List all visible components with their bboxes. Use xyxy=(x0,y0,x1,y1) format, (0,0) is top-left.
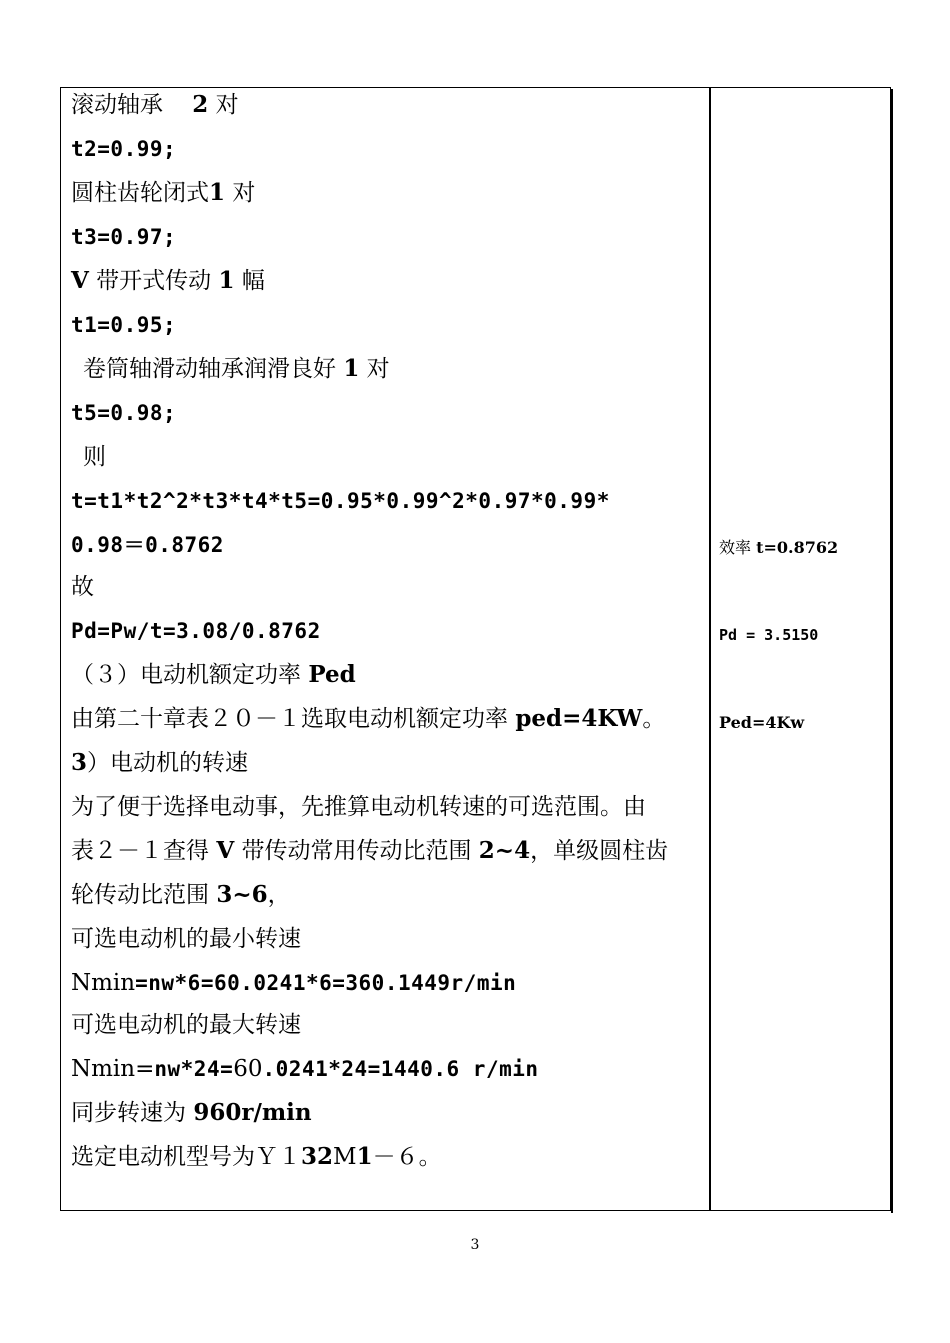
formula-line: 0.98＝0.8762 xyxy=(71,533,224,557)
formula-line: t5=0.98; xyxy=(71,401,177,425)
page-number: 3 xyxy=(470,1237,480,1253)
text-line: 同步转速为 960r/min xyxy=(71,1099,312,1126)
text-line: 圆柱齿轮闭式1 对 xyxy=(71,179,256,206)
formula-line: Nmin=nw*24=60.0241*24=1440.6 r/min xyxy=(71,1056,539,1082)
text-line: V 带开式传动 1 幅 xyxy=(71,267,265,294)
formula-line: t2=0.99; xyxy=(71,137,177,161)
text-line: 滚动轴承 2 对 xyxy=(71,91,239,118)
efficiency-result: 效率 t=0.8762 xyxy=(719,538,839,557)
text-line: 为了便于选择电动事，先推算电动机转速的可选范围。由 xyxy=(71,794,646,820)
calculation-table xyxy=(60,87,891,1211)
text-line: 则 xyxy=(83,444,106,470)
section-heading: 3）电动机的转速 xyxy=(71,749,249,776)
text-line: 由第二十章表２０－１选取电动机额定功率 ped=4KW。 xyxy=(71,705,666,732)
formula-line: Nmin=nw*6=60.0241*6=360.1449r/min xyxy=(71,970,517,996)
text-line: 可选电动机的最小转速 xyxy=(71,926,301,952)
formula-line: Pd=Pw/t=3.08/0.8762 xyxy=(71,619,321,643)
text-line: 可选电动机的最大转速 xyxy=(71,1012,301,1038)
section-heading: （３）电动机额定功率 Ped xyxy=(71,661,356,688)
text-line: 表２－１查得 V 带传动常用传动比范围 2~4，单级圆柱齿 xyxy=(71,837,669,864)
formula-line: t=t1*t2^2*t3*t4*t5=0.95*0.99^2*0.97*0.99* xyxy=(71,489,610,513)
formula-line: t1=0.95; xyxy=(71,313,177,337)
formula-line: t3=0.97; xyxy=(71,225,177,249)
calculation-column xyxy=(61,88,709,1210)
text-line: 选定电动机型号为Ｙ１32M1－６。 xyxy=(71,1143,442,1170)
result-column xyxy=(711,88,891,1210)
ped-result: Ped=4Kw xyxy=(719,713,805,732)
text-line: 故 xyxy=(71,574,94,600)
pd-result: Pd = 3.5150 xyxy=(719,626,819,644)
text-line: 轮传动比范围 3~6， xyxy=(71,881,291,908)
table-right-edge xyxy=(891,89,893,1213)
text-line: 卷筒轴滑动轴承润滑良好 1 对 xyxy=(83,355,390,382)
